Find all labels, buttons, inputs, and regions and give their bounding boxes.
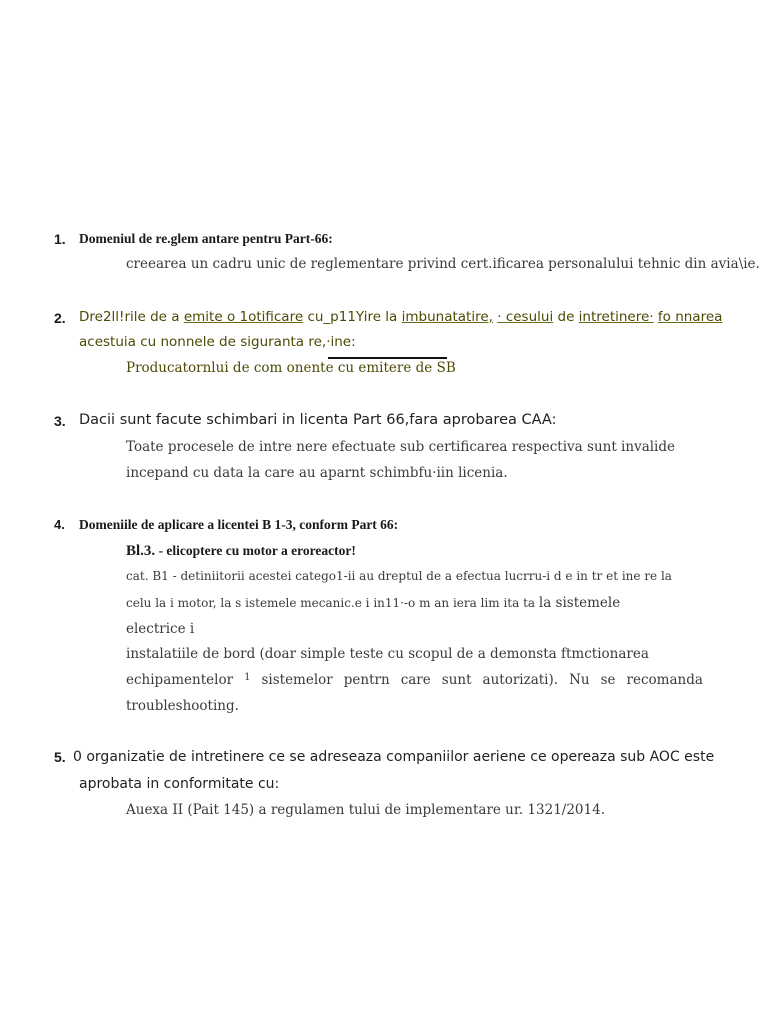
q4-line2-end: la sistemele [538,595,621,611]
q2-text-part: imbunatatire, [401,309,493,325]
q4-line5-word: sistemelor [261,672,333,688]
q2-text-part: intretinere· [578,309,654,325]
q2-question-line1 [79,309,722,325]
q4-line5-word: autorizati). [482,672,559,688]
q4-line5-word: care [400,672,431,688]
q4-line5-word: recomanda [626,672,703,688]
q2-text-part: emite o 1otificare [183,309,304,325]
q2-text-part: · cesului [497,309,554,325]
q3-question: Dacii sunt facute schimbari in licenta Part 66,fara aprobarea CAA: [79,412,557,428]
q5-number: 5. [54,749,66,765]
q5-answer: Auexa II (Pait 145) a regulamen tului de implementare ur. 1321/2014. [126,802,605,818]
q5-question-line1: 0 organizatie de intretinere ce se adreseaza companiilor aeriene ce opereaza sub AOC este [73,749,715,765]
q4-line2-start: celu la i motor, la s istemele mecanic.e i in11·-o m an iera lim ita ta [126,596,539,610]
q1-number: 1. [54,231,66,247]
q3-number: 3. [54,413,66,429]
q4-question: Domeniile de aplicare a licentei B 1-3, conform Part 66: [79,517,399,532]
q2-number: 2. [54,310,66,326]
q2-answer: Producatornlui de com onente cu emitere de SB [126,360,456,376]
q4-line5 [126,672,703,688]
q4-subheading [126,542,356,560]
q4-line5-word: echipamentelor [126,672,234,688]
q2-text-part: fo nnarea [657,309,723,325]
q4-number: 4. [54,517,65,532]
q4-line5-word: pentrn [343,672,390,688]
q4-line5-word: se [600,672,616,688]
q4-line3: electrice i [126,621,195,637]
q3-answer-line2: incepand cu data la care au aparnt schimbfu·iin licenia. [126,465,508,481]
q4-line2 [126,595,620,611]
q1-answer: creearea un cadru unic de reglementare privind cert.ificarea personalului tehnic din avia\ie. [126,256,760,272]
q2-text-part: cu_p11Yire la [303,309,402,325]
q1-question: Domeniul de re.glem antare pentru Part-66: [79,231,333,246]
q4-line4: instalatiile de bord (doar simple teste cu scopul de a demonsta ftmctionarea [126,646,649,662]
q4-line1: cat. B1 - detiniitorii acestei catego1-ii au dreptul de a efectua lucrru-i d e in tr et ine re la [126,569,672,583]
q4-line6: troubleshooting. [126,698,239,714]
q2-text-part: Dre2ll!rile de a [79,309,184,325]
q4-line5-word: Nu [569,672,590,688]
q4-sub-label: Bl.3. [126,543,156,559]
q4-line5-word: sunt [441,672,472,688]
q2-text-part: de [553,309,579,325]
overline-mark [328,357,447,359]
q3-answer-line1: Toate procesele de intre nere efectuate sub certificarea respectiva sunt invalide [126,439,676,455]
q5-question-line2: aprobata in conformitate cu: [79,776,280,792]
q4-sub-text: - elicoptere cu motor a eroreactor! [155,543,356,558]
q4-line5-word: 1 [244,672,251,683]
q2-question-line2: acestuia cu nonnele de siguranta re,·ine: [79,334,356,350]
